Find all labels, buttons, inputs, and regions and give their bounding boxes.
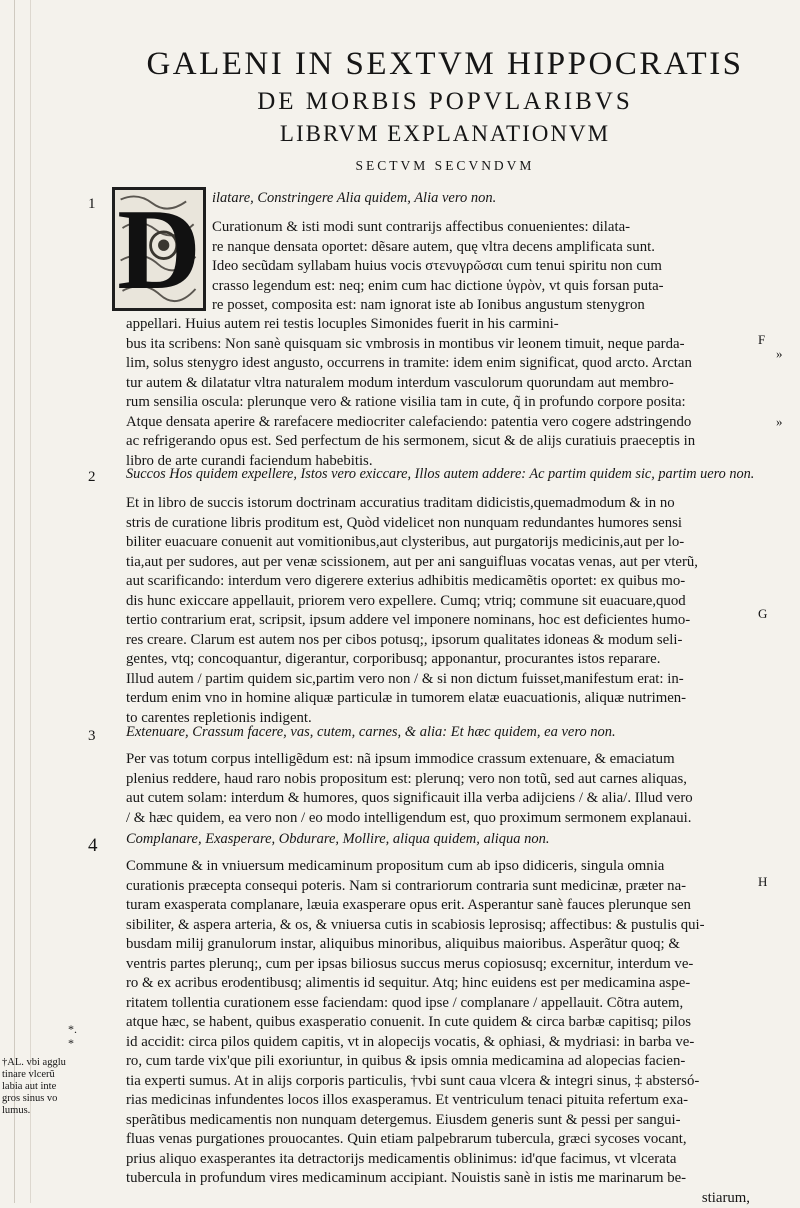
text-line: tia experti sumus. At in alijs corporis particulis, †vbi sunt caua vlcera & integri sinus, ‡ abstersó-	[126, 1072, 758, 1092]
text-line: res creare. Clarum est autem nos per cibos potusq;, ipsorum qualitates idoneas & modum seli-	[126, 631, 758, 651]
section-heading: SECTVM SECVNDVM	[120, 158, 770, 174]
paragraph-2	[126, 494, 758, 728]
title-line-3: LIBRVM EXPLANATIONVM	[120, 121, 770, 147]
text-line: gentes, vtq; concoquantur, digerantur, corporibusq; apponantur, procurantes istos reparare.	[126, 650, 758, 670]
margin-letter-g: G	[758, 606, 767, 622]
lemma-2: Succos Hos quidem expellere, Istos vero exiccare, Illos autem addere: Ac partim quidem sic, partim uero non.	[126, 466, 754, 483]
text-line: crasso legendum est: neq; enim cum hac dictione ὑγρὸν, vt quis forsan puta-	[212, 277, 758, 297]
text-line: libro de arte curandi faciendum habebitis.	[126, 452, 758, 472]
text-line: ritatem tollentia curationem esse faciendam: quod ipse / complanare / appellauit. Cõtra autem,	[126, 994, 758, 1014]
text-line: dis hunc exiccare appellauit, priorem vero expellere. Cumq; vtriq; commune sit euacuare,quod	[126, 592, 758, 612]
text-line: sperãtibus medicamentis non nunquam detergemus. Eiusdem generis sunt & pessi per sangui-	[126, 1111, 758, 1131]
text-line: Per vas totum corpus intelligẽdum est: nã ipsum immodice crassum extenuare, & emaciatum	[126, 750, 758, 770]
text-line: Et in libro de succis istorum doctrinam accuratius traditam didicistis,quemadmodum & in no	[126, 494, 758, 514]
section-number-4: 4	[88, 836, 98, 855]
page-gutter-line-inner	[30, 0, 31, 1203]
text-line: appellari. Huius autem rei testis locuples Simonides fuerit in his carmini-	[126, 315, 758, 335]
text-line: tertio contrarium erat, scripsit, ipsum addere vel imponere nominans, hoc est deficientes humo-	[126, 611, 758, 631]
text-line: re posset, composita est: nam ignorat iste ab Ionibus angustum stenygron	[212, 296, 758, 316]
text-line: tur autem & dilatatur vltra naturalem modum interdum vasculorum quorundam aut membro-	[126, 374, 758, 394]
text-line: sibiliter, & aspera arteria, & os, & vniuersa cutis in scabiosis leprosisq; affectibus: & pustulis qui-	[126, 916, 758, 936]
quote-mark: »	[776, 346, 783, 362]
text-line: Ideo secũdam syllabam huius vocis στενυγρῶσαι cum tenui spiritu non cum	[212, 257, 758, 277]
text-line: plenius reddere, haud raro nobis propositum est: plerunq; vero non totũ, sed aut carnes aliquas,	[126, 770, 758, 790]
margin-letter-h: H	[758, 874, 767, 890]
text-line: stris de curatione libris proditum est, Quòd videlicet non nunquam redundantes humores sensi	[126, 514, 758, 534]
section-number-3: 3	[88, 729, 96, 744]
text-line: ventris partes plerunq;, cum per ipsas biliosus succus merus copiosusq; excernitur, interdum ve-	[126, 955, 758, 975]
text-line: ro & ex acribus erodentibusq; alimentis id sequitur. Atq; hinc euidens est per medicamina aspe-	[126, 974, 758, 994]
text-line: tubercula in profundum vires medicaminum accipiant. Nouistis sanè in istis me marinarum be-	[126, 1169, 758, 1189]
text-line: turam exasperata complanare, læuia exasperare opus erit. Asperantur sanè fauces plerunque sen	[126, 896, 758, 916]
text-line: tia,aut per sudores, aut per venæ scissionem, aut per ani sanguifluas vocatas venas, aut per vterũ,	[126, 553, 758, 573]
text-line: Curationum & isti modi sunt contrarijs affectibus conuenientes: dilata-	[212, 218, 758, 238]
page-gutter-line	[14, 0, 15, 1203]
section-number-2: 2	[88, 470, 96, 485]
text-line: aut scarificando: interdum vero digerere exterius adhibitis medicamẽtis oportet: ex quibus mo-	[126, 572, 758, 592]
text-line: to carentes repletionis indigent.	[126, 709, 758, 729]
text-line: fluas venas purgationes prouocantes. Quin etiam palpebrarum tubercula, græci sycoses vocant,	[126, 1130, 758, 1150]
dropcap-letter: D	[115, 190, 203, 308]
margin-stars: *. *	[68, 1022, 77, 1050]
paragraph-4	[126, 857, 758, 1208]
text-line: ac refrigerando opus est. Sed perfectum de his sermonem, sicut & de alijs curatiuis praeceptis in	[126, 432, 758, 452]
text-line: bus ita scribens: Non sanè quisquam sic vmbrosis in montibus vir leonem timuit, neque parda-	[126, 335, 758, 355]
text-line: ro, cum tarde vix'que pili exoriuntur, in quibus & ipsis omnia medicamina ad alopecias facien-	[126, 1052, 758, 1072]
text-line: rum sensilia oscula: plerunque vero & ratione visilia tam in cute, q̃ in profundo corpore posita:	[126, 393, 758, 413]
ornamental-initial-d-icon	[112, 187, 206, 311]
text-line: aut cutem solam: interdum & humores, quos significauit illa verba adijciens / & alia/. Illud vero	[126, 789, 758, 809]
margin-letter-f: F	[758, 332, 765, 348]
paragraph-1-top	[212, 218, 758, 316]
lemma-1: ilatare, Constringere Alia quidem, Alia vero non.	[212, 190, 496, 207]
text-line: busdam milij granulorum instar, aliquibus minoribus, aliquibus maioribus. Asperãtur quoq; &	[126, 935, 758, 955]
lemma-3: Extenuare, Crassum facere, vas, cutem, carnes, & alia: Et hæc quidem, ea vero non.	[126, 724, 616, 741]
paragraph-1-bottom	[126, 315, 758, 471]
text-line: Illud autem / partim quidem sic,partim vero non / & si non dictum fuisset,manifestum erat: in-	[126, 670, 758, 690]
text-line: stiarum,	[126, 1189, 758, 1208]
text-line: / & hæc quidem, ea vero non / eo modo intelligendum est, quo proximum sermonem explanaui.	[126, 809, 758, 829]
text-line: lim, solus stenygro idest angusto, occurrens in tramite: idem enim significat, quod arcto. Arctan	[126, 354, 758, 374]
lemma-4: Complanare, Exasperare, Obdurare, Mollire, aliqua quidem, aliqua non.	[126, 831, 550, 848]
text-line: prius aliquo exasperantes ita detractorijs medicamentis oblinimus: id'que facimus, vt vlcerata	[126, 1150, 758, 1170]
text-line: re nanque densata oportet: dẽsare autem, quę vltra decens amplificata sunt.	[212, 238, 758, 258]
text-line: Commune & in vniuersum medicaminum propositum cum ab ipso didiceris, singula omnia	[126, 857, 758, 877]
text-line: atque hæc, se habent, quibus exasperatio conuenit. In cute quidem & circa barbæ capitisq; pilos	[126, 1013, 758, 1033]
text-line: rias medicinas infundentes locos illos exasperamus. Et ventriculum tenaci pituita refertum exa-	[126, 1091, 758, 1111]
text-line: curationis præcepta consequi poteris. Nam si contrariorum contraria sunt medicinæ, præter na-	[126, 877, 758, 897]
text-line: id accidit: circa pilos quidem capitis, vt in alopecijs vocatis, & ophiasi, & mydriasi: in barba ve-	[126, 1033, 758, 1053]
title-line-1: GALENI IN SEXTVM HIPPOCRATIS	[120, 46, 770, 83]
title-line-2: DE MORBIS POPVLARIBVS	[120, 88, 770, 116]
paragraph-3	[126, 750, 758, 828]
text-line: biliter euacuare conuenit aut vomitionibus,aut clysteribus, aut purgatorijs medicinis,aut per lo-	[126, 533, 758, 553]
section-number-1: 1	[88, 197, 96, 212]
text-line: Atque densata aperire & rarefacere mediocriter calefaciendo: patentia vero cogere adstringendo	[126, 413, 758, 433]
text-line: terdum enim vno in homine aliquæ particulæ in tumorem elatæ euacuationis, aliquæ nutrimen-	[126, 689, 758, 709]
margin-note: †AL. vbi agglu tinare vlcerũ labia aut inte gros sinus vo lumus.	[2, 1057, 82, 1117]
quote-mark: »	[776, 414, 783, 430]
